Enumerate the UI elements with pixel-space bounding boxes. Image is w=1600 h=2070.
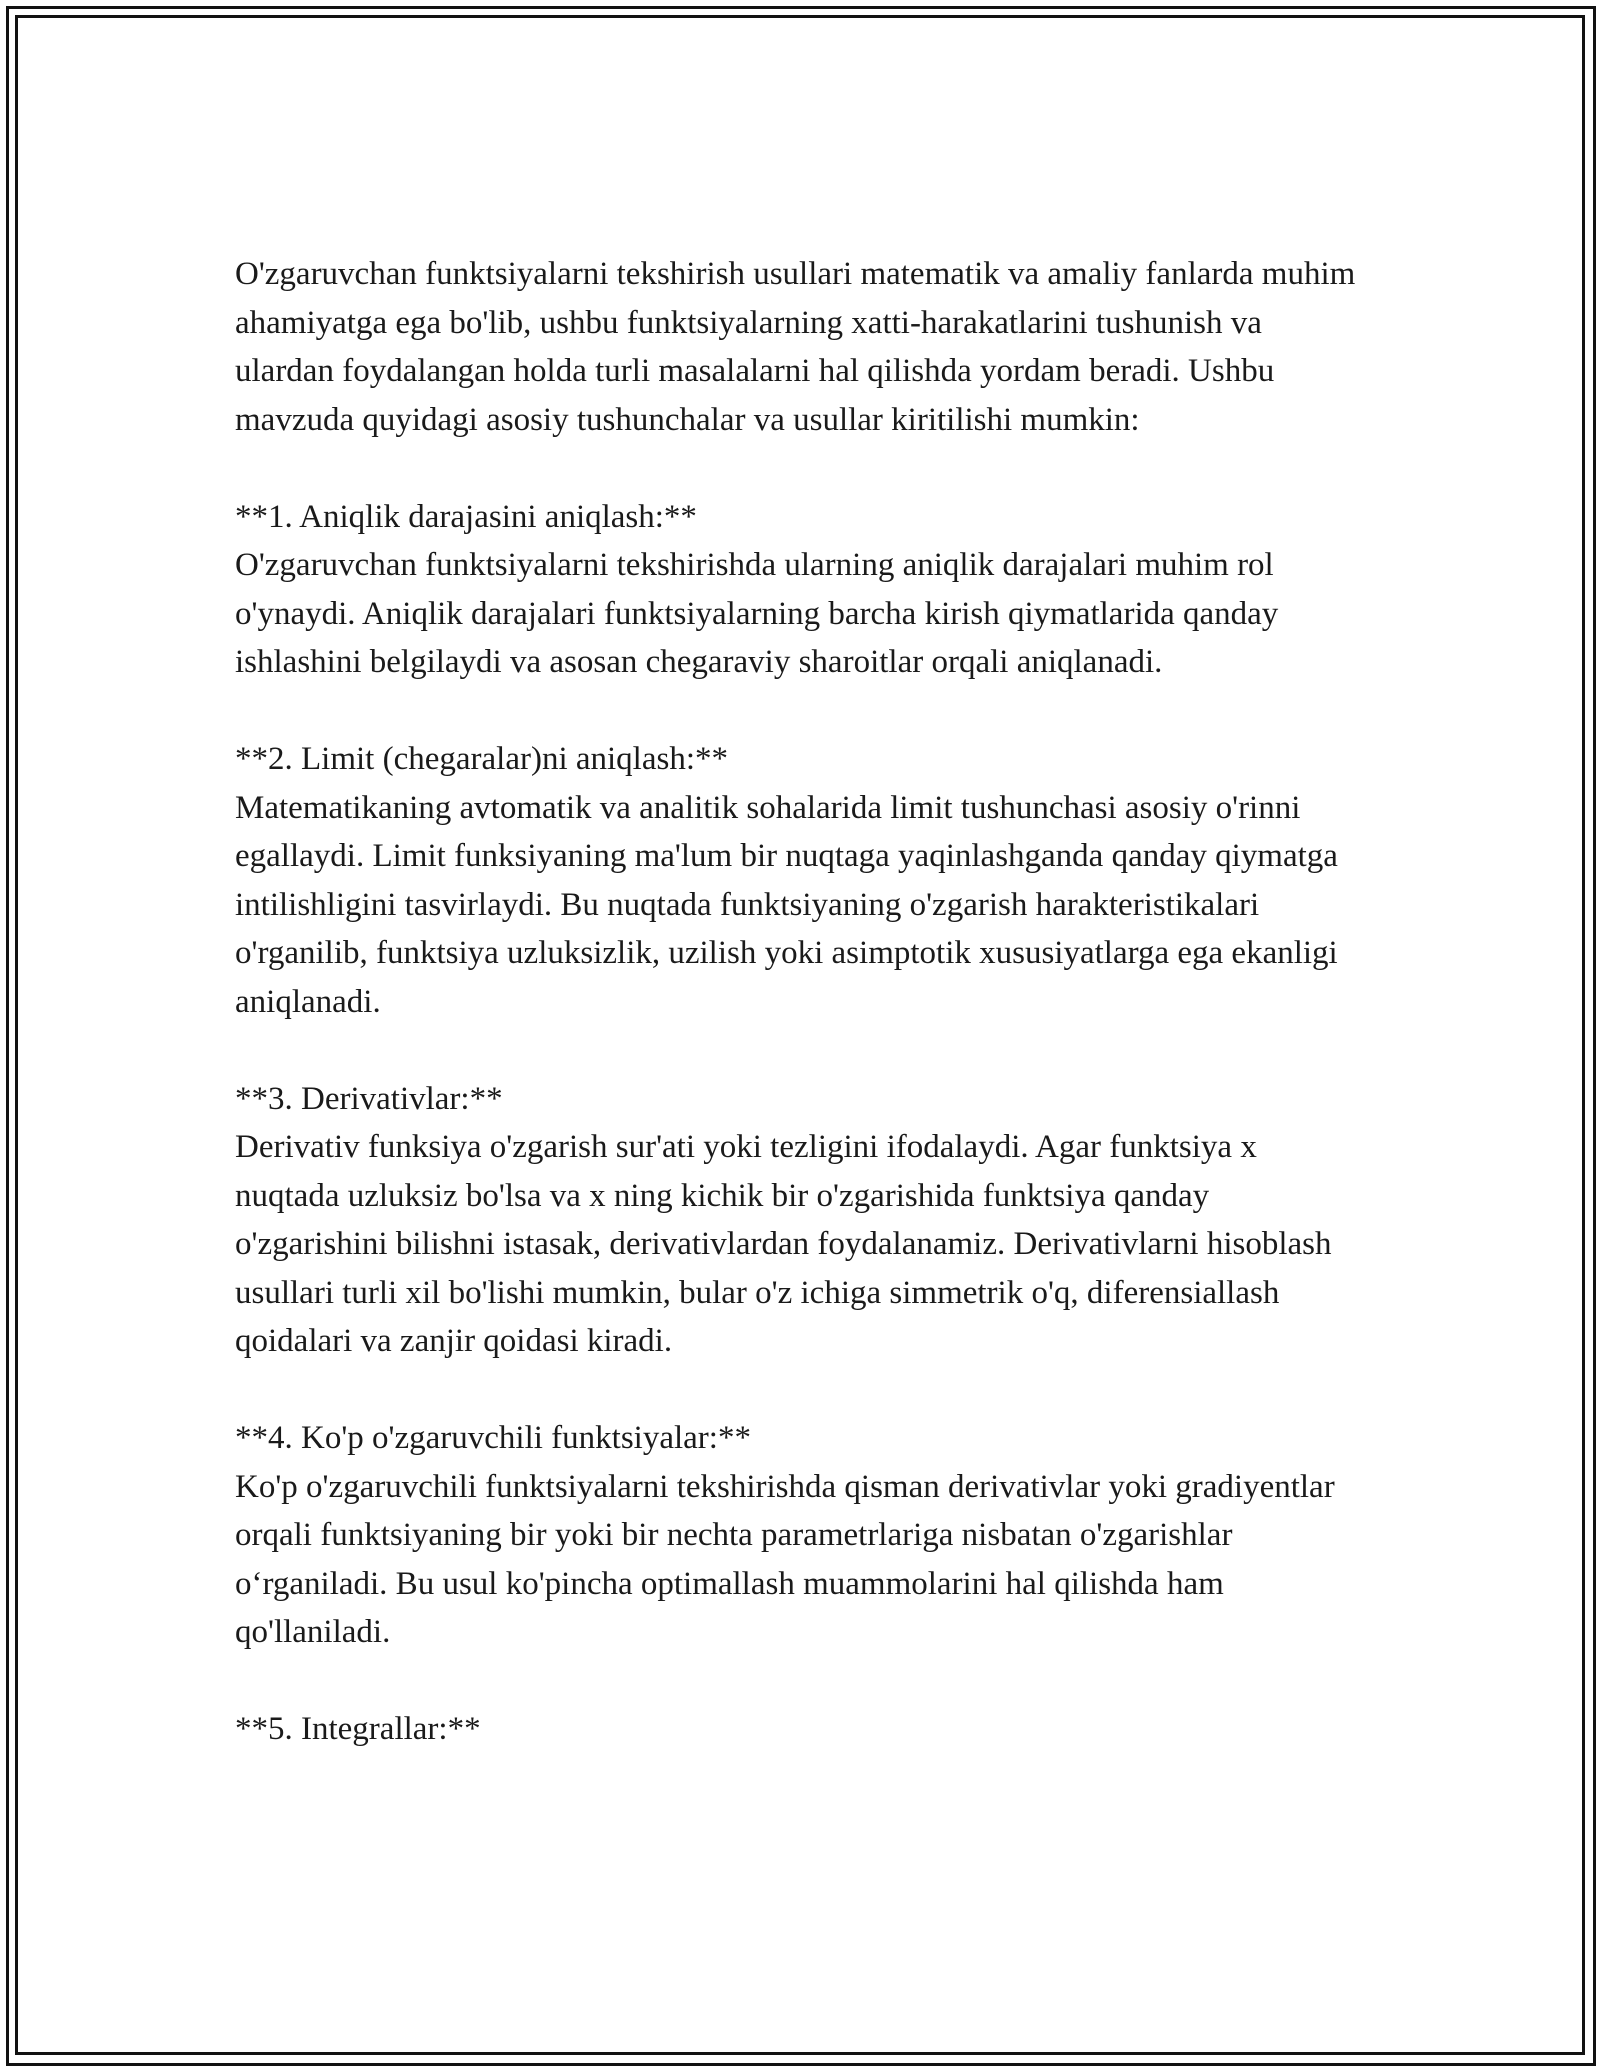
- section-5-heading: **5. Integrallar:**: [235, 1711, 481, 1747]
- section-3-body: Derivativ funksiya o'zgarish sur'ati yoki tezligini ifodalaydi. Agar funktsiya x nuqtada uzluksiz bo'lsa va x ning kichik bir o'zgarishida funktsiya qanday o'zgarishini bilishni istasak, derivativlardan foydalanamiz. Derivativlarni hisoblash usullari turli xil bo'lishi mumkin, bular o'z ichiga simmetrik o'q, diferensiallash qoidalari va zanjir qoidasi kiradi.: [235, 1129, 1332, 1359]
- section-2-body: Matematikaning avtomatik va analitik sohalarida limit tushunchasi asosiy o'rinni egallaydi. Limit funksiyaning ma'lum bir nuqtaga yaqinlashganda qanday qiymatga intilishligini tasvirlaydi. Bu nuqtada funktsiyaning o'zgarish harakteristikalari o'rganilib, funktsiya uzluksizlik, uzilish yoki asimptotik xususiyatlarga ega ekanligi aniqlanadi.: [235, 789, 1338, 1020]
- section-4-body: Ko'p o'zgaruvchili funktsiyalarni tekshirishda qisman derivativlar yoki gradiyentlar orqali funktsiyaning bir yoki bir nechta parametrlariga nisbatan o'zgarishlar o‘rganiladi. Bu usul ko'pincha optimallash muammolarini hal qilishda ham qo'llaniladi.: [235, 1468, 1335, 1650]
- section-2-heading: **2. Limit (chegaralar)ni aniqlash:**: [235, 741, 729, 777]
- document-content: [235, 250, 1365, 1754]
- section-3-heading: **3. Derivativlar:**: [235, 1080, 503, 1117]
- section-1-heading: **1. Aniqlik darajasini aniqlash:**: [235, 498, 697, 535]
- section-1-body: O'zgaruvchan funktsiyalarni tekshirishda ularning aniqlik darajalari muhim rol o'ynaydi. Aniqlik darajalari funktsiyalarning barcha kirish qiymatlarida qanday ishlashini belgilaydi va asosan chegaraviy sharoitlar orqali aniqlanadi.: [235, 547, 1279, 680]
- intro-paragraph: O'zgaruvchan funktsiyalarni tekshirish usullari matematik va amaliy fanlarda muhim ahamiyatga ega bo'lib, ushbu funktsiyalarning xatti-harakatlarini tushunish va ulardan foydalangan holda turli masalalarni hal qilishda yordam beradi. Ushbu mavzuda quyidagi asosiy tushunchalar va usullar kiritilishi mumkin:: [235, 256, 1356, 438]
- section-4-heading: **4. Ko'p o'zgaruvchili funktsiyalar:**: [235, 1420, 751, 1456]
